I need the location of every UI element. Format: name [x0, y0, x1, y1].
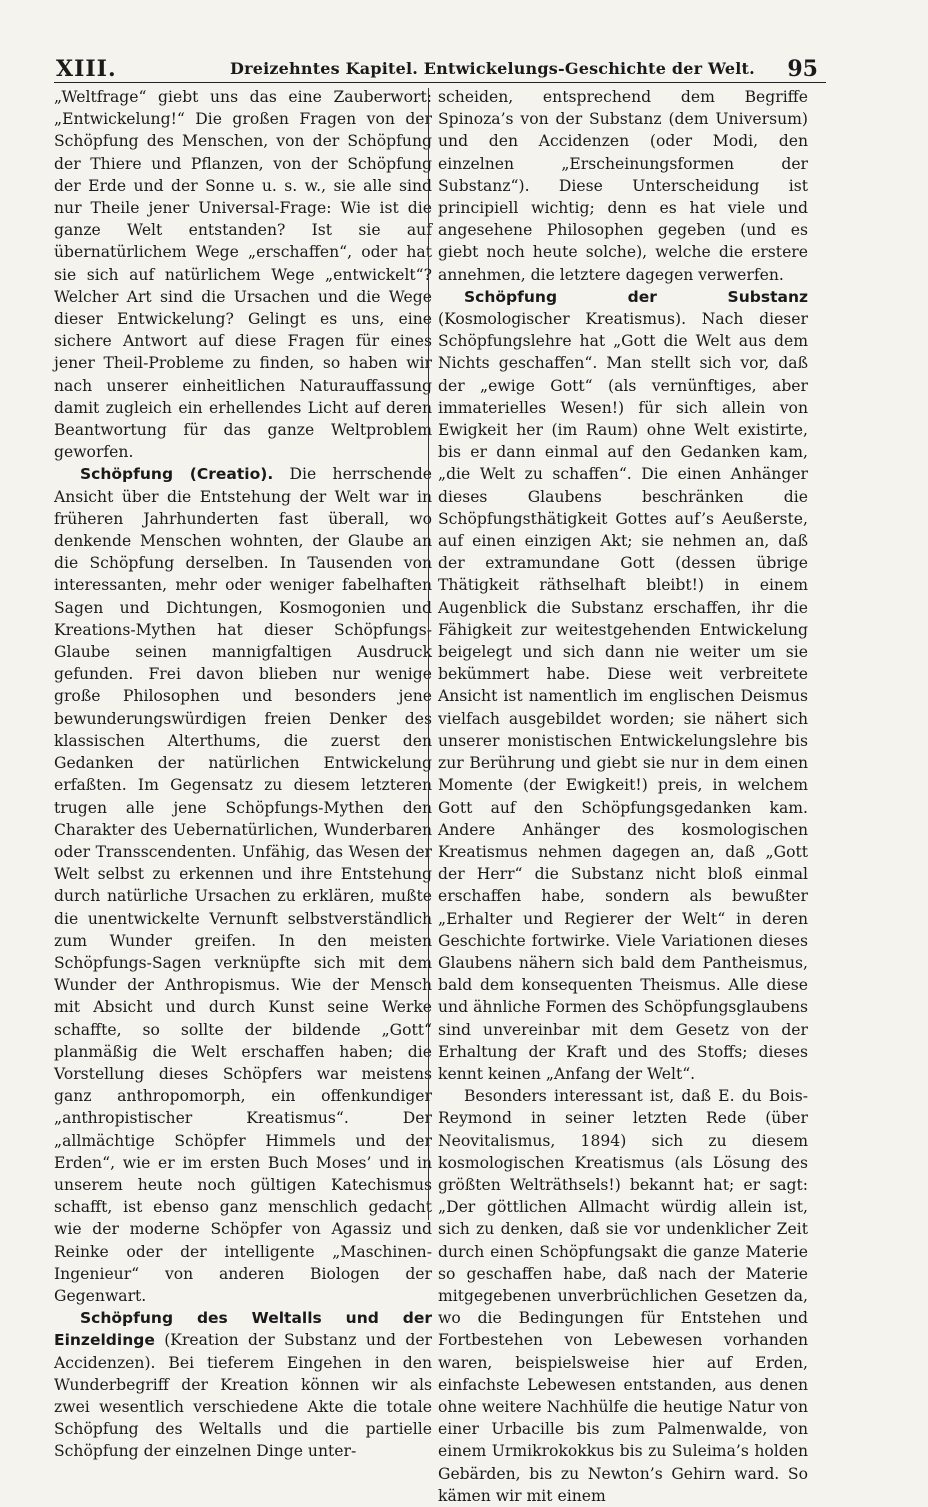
header-rule	[54, 82, 826, 83]
right-column	[438, 86, 808, 1507]
section-heading: Schöpfung (Creatio).	[80, 465, 274, 484]
paragraph-text: (Kosmologischer Kreatismus). Nach dieser Schöpfungslehre hat „Gott die Welt aus dem Nichts geschaffen“. Man stellt sich vor, daß der „ewige Gott“ (als vernünftiges, aber immaterielles Wesen!) für sich allein von Ewigkeit her (im Raum) ohne Welt existirte, bis er dann einmal auf den Gedanken kam, „die Welt zu schaffen“. Die einen Anhänger dieses Glaubens beschränken die Schöpfungsthätigkeit Gottes auf’s Aeußerste, auf einen einzigen Akt; sie nehmen an, daß der extramundane Gott (dessen übrige Thätigkeit räthselhaft bleibt!) in einem Augenblick die Substanz erschaffen, ihr die Fähigkeit zur weitestgehenden Entwickelung beigelegt und sich dann nie weiter um sie bekümmert habe. Diese weit verbreitete Ansicht ist namentlich im englischen Deismus vielfach ausgebildet worden; sie nähert sich unserer monistischen Entwickelungslehre bis zur Berührung und giebt sie nur in dem einen Momente (der Ewigkeit!) preis, in welchem Gott auf den Schöpfungsgedanken kam. Andere Anhänger des kosmologischen Kreatismus nehmen dagegen an, daß „Gott der Herr“ die Substanz nicht bloß einmal erschaffen habe, sondern als bewußter „Erhalter und Regierer der Welt“ in deren Geschichte fortwirke. Viele Variationen dieses Glaubens nähern sich bald dem Pantheismus, bald dem konsequenten Theismus. Alle diese und ähnliche Formen des Schöpfungsglaubens sind unvereinbar mit dem Gesetz von der Erhaltung der Kraft und des Stoffs; dieses kennt keinen „Anfang der Welt“.	[438, 310, 808, 1083]
page-number: 95	[787, 56, 818, 82]
section-heading: Schöpfung des Weltalls und der Einzeldinge	[54, 1309, 432, 1350]
paragraph-text: Die herrschende Ansicht über die Entstehung der Welt war in früheren Jahrhunderten fast überall, wo denkende Menschen wohnten, der Glaube an die Schöpfung derselben. In Tausenden von interessanten, mehr oder weniger fabelhaften Sagen und Dichtungen, Kosmogonien und Kreations-Mythen hat dieser Schöpfungs-Glaube seinen mannigfaltigen Ausdruck gefunden. Frei davon blieben nur wenige große Philosophen und besonders jene bewunderungswürdigen freien Denker des klassischen Alterthums, die zuerst den Gedanken der natürlichen Entwickelung erfaßten. Im Gegensatz zu diesem letzteren trugen alle jene Schöpfungs-Mythen den Charakter des Uebernatürlichen, Wunderbaren oder Transscendenten. Unfähig, das Wesen der Welt selbst zu erkennen und ihre Entstehung durch natürliche Ursachen zu erklären, mußte die unentwickelte Vernunft selbstverständlich zum Wunder greifen. In den meisten Schöpfungs-Sagen verknüpfte sich mit dem Wunder der Anthropismus. Wie der Mensch mit Absicht und durch Kunst seine Werke schaffte, so sollte der bildende „Gott“ planmäßig die Welt erschaffen haben; die Vorstellung dieses Schöpfers war meistens ganz anthropomorph, ein offenkundiger „anthropistischer Kreatismus“. Der „allmächtige Schöpfer Himmels und der Erden“, wie er im ersten Buch Moses’ und in unserem heute noch gültigen Katechismus schafft, ist ebenso ganz menschlich gedacht wie der moderne Schöpfer von Agassiz und Reinke oder der intelligente „Maschinen-Ingenieur“ von anderen Biologen der Gegenwart.	[54, 465, 432, 1305]
left-column	[54, 86, 432, 1463]
paragraph	[54, 463, 432, 1307]
column-divider	[428, 88, 429, 1220]
paragraph-text: (Kreation der Substanz und der Accidenzen). Bei tieferem Eingehen in den Wunderbegriff der Kreation können wir als zwei wesentlich verschiedene Akte die totale Schöpfung des Weltalls und die partielle Schöpfung der einzelnen Dinge unter-	[54, 1331, 432, 1461]
section-heading: Schöpfung der Substanz	[464, 287, 808, 306]
paragraph: scheiden, entsprechend dem Begriffe Spinoza’s von der Substanz (dem Universum) und den Accidenzen (oder Modi, den einzelnen „Erscheinungsformen der Substanz“). Diese Unterscheidung ist principiell wichtig; denn es hat viele und angesehene Philosophen gegeben (und es giebt noch heute solche), welche die erstere annehmen, die letztere dagegen verwerfen.	[438, 88, 808, 284]
paragraph: „Weltfrage“ giebt uns das eine Zauberwort: „Entwickelung!“ Die großen Fragen von der Schöpfung des Menschen, von der Schöpfung der Thiere und Pflanzen, von der Schöpfung der Erde und der Sonne u. s. w., sie alle sind nur Theile jener Universal-Frage: Wie ist die ganze Welt entstanden? Ist sie auf übernatürlichem Wege „erschaffen“, oder hat sie sich auf natürlichem Wege „entwickelt“? Welcher Art sind die Ursachen und die Wege dieser Entwickelung? Gelingt es uns, eine sichere Antwort auf diese Fragen für eines jener Theil-Probleme zu finden, so haben wir nach unserer einheitlichen Naturauffassung damit zugleich ein erhellendes Licht auf deren Beantwortung für das ganze Weltproblem geworfen.	[54, 88, 432, 462]
paragraph	[54, 1307, 432, 1462]
running-title: Dreizehntes Kapitel. Entwickelungs-Geschichte der Welt.	[230, 59, 755, 78]
chapter-numeral: XIII.	[56, 56, 117, 82]
paragraph: Besonders interessant ist, daß E. du Bois-Reymond in seiner letzten Rede (über Neovitalismus, 1894) sich zu diesem kosmologischen Kreatismus (als Lösung des größten Welträthsels!) bekannt hat; er sagt: „Der göttlichen Allmacht würdig allein ist, sich zu denken, daß sie vor undenklicher Zeit durch einen Schöpfungsakt die ganze Materie so geschaffen habe, daß nach der Materie mitgegebenen unverbrüchlichen Gesetzen da, wo die Bedingungen für Entstehen und Fortbestehen von Lebewesen vorhanden waren, beispielsweise hier auf Erden, einfachste Lebewesen entstanden, aus denen ohne weitere Nachhülfe die heutige Natur von einer Urbacille bis zum Palmenwalde, von einem Urmikrokokkus bis zu Suleima’s holden Gebärden, bis zu Newton’s Gehirn ward. So kämen wir mit einem	[438, 1087, 808, 1505]
paragraph	[438, 286, 808, 1085]
